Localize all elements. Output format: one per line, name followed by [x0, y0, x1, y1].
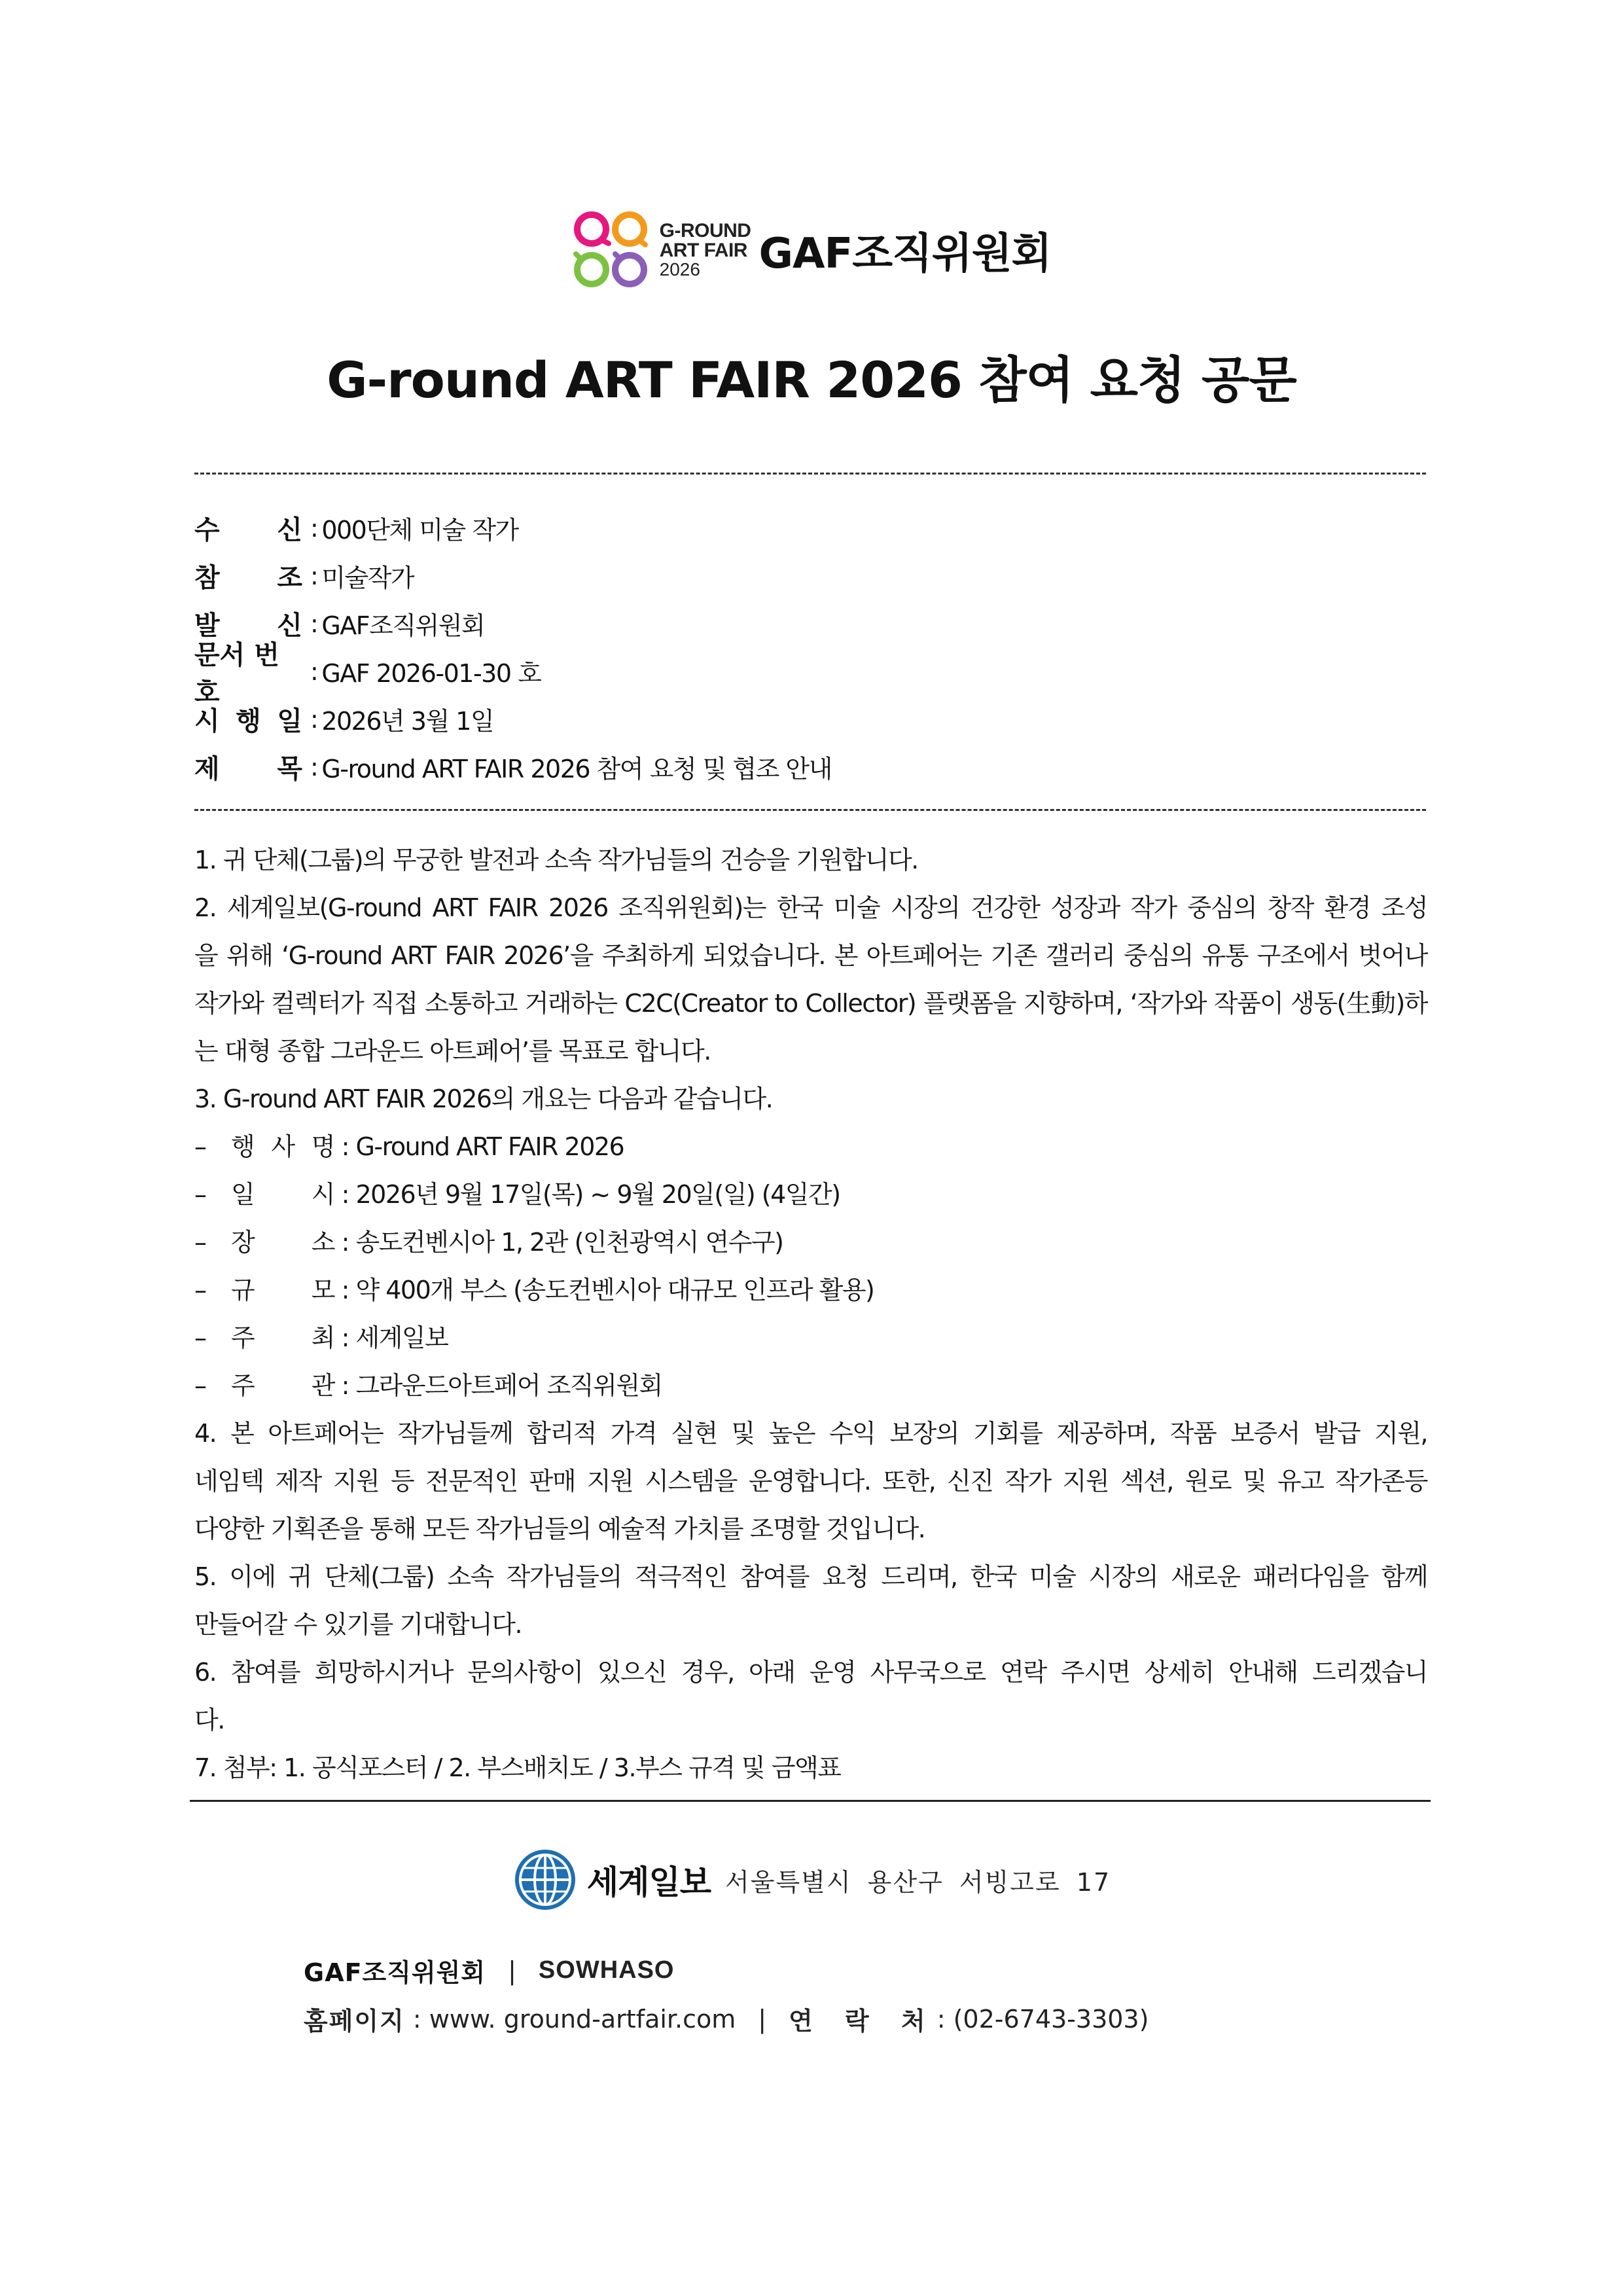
meta-subject: 제 목 : G-round ART FAIR 2026 참여 요청 및 협조 안내 — [194, 743, 1425, 791]
paragraph-3: 3. G-round ART FAIR 2026의 개요는 다음과 같습니다. — [194, 1085, 773, 1113]
meta-value-doc-number: GAF 2026-01-30 호 — [321, 659, 541, 688]
fair-logo-line3: 2026 — [659, 259, 700, 279]
paragraph-5-line-2: 만들어갈 수 있기를 기대합니다. — [194, 1610, 522, 1639]
meta-sender: 발 신 : GAF조직위원회 — [194, 600, 1425, 647]
segye-globe-icon — [512, 1847, 578, 1912]
overview-value-host: 세계일보 — [355, 1323, 448, 1352]
overview-item-date: – 일 시 : 2026년 9월 17일(목) ~ 9월 20일(일) (4일간) — [194, 1171, 1427, 1219]
overview-item-scale: – 규 모 : 약 400개 부스 (송도컨벤시아 대규모 인프라 활용) — [194, 1266, 1427, 1314]
fair-logo-line2: ART FAIR — [659, 240, 747, 261]
footer-contact-separator: | — [758, 2004, 767, 2034]
overview-label-date: 일 시 — [231, 1180, 334, 1209]
contact-phone: (02-6743-3303) — [953, 2004, 1149, 2034]
overview-item-venue: – 장 소 : 송도컨벤시아 1, 2관 (인천광역시 연수구) — [194, 1219, 1427, 1266]
overview-value-event-name: G-round ART FAIR 2026 — [355, 1132, 624, 1161]
meta-value-effective-date: 2026년 3월 1일 — [321, 707, 494, 736]
meta-value-sender: GAF조직위원회 — [321, 611, 485, 640]
meta-label-sender: 발 신 — [194, 611, 302, 641]
footer-separator: | — [508, 1956, 516, 1985]
paragraph-5-line-1: 5. 이에 귀 단체(그룹) 소속 작가님들의 적극적인 참여를 요청 드리며, 한국 미술 시장의 새로운 패러다임을 함께 — [194, 1562, 1427, 1591]
meta-doc-number: 문서 번호 : GAF 2026-01-30 호 — [194, 647, 1425, 695]
document-meta — [194, 504, 1425, 791]
sowhaso-logo: SOWHASO — [538, 1956, 675, 1984]
paragraph-2-line-4: 는 대형 종합 그라운드 아트페어’를 목표로 합니다. — [194, 1037, 711, 1066]
contact-label: 연 락 처 — [789, 2007, 937, 2036]
ground-art-fair-circles-icon — [572, 208, 651, 292]
meta-effective-date: 시 행 일 : 2026년 3월 1일 — [194, 695, 1425, 743]
footer-divider — [190, 1800, 1431, 1802]
paragraph-4-line-2: 네임텍 제작 지원 등 전문적인 판매 지원 시스템을 운영합니다. 또한, 신진 작가 지원 섹션, 원로 및 유고 작가존등 — [194, 1467, 1427, 1496]
paragraph-1: 1. 귀 단체(그룹)의 무궁한 발전과 소속 작가님들의 건승을 기원합니다. — [194, 846, 918, 874]
meta-label-subject: 제 목 — [194, 754, 302, 784]
overview-item-host: – 주 최 : 세계일보 — [194, 1314, 1427, 1362]
footer-contact-line: 홈페이지 : www. ground-artfair.com | 연 락 처 : (02-6743-3303) — [304, 2001, 1149, 2037]
meta-value-subject: G-round ART FAIR 2026 참여 요청 및 협조 안내 — [321, 755, 832, 783]
bottom-dashed-divider — [194, 809, 1426, 811]
overview-label-event-name: 행 사 명 — [231, 1132, 334, 1161]
meta-value-reference: 미술작가 — [321, 564, 414, 592]
paragraph-6-line-2: 다. — [194, 1706, 224, 1734]
paragraph-4-line-1: 4. 본 아트페어는 작가님들께 합리적 가격 실현 및 높은 수익 보장의 기회를 제공하며, 작품 보증서 발급 지원, — [194, 1419, 1427, 1448]
paragraph-7-attachments: 7. 첨부: 1. 공식포스터 / 2. 부스배치도 / 3.부스 규격 및 금액표 — [194, 1753, 841, 1782]
overview-item-organizer: – 주 관 : 그라운드아트페어 조직위원회 — [194, 1362, 1427, 1410]
overview-item-event-name: – 행 사 명 : G-round ART FAIR 2026 — [194, 1123, 1427, 1171]
fair-logo-text — [660, 221, 751, 279]
header-logo — [0, 208, 1623, 292]
homepage-label: 홈페이지 — [304, 2007, 405, 2036]
meta-value-recipient: 000단체 미술 작가 — [321, 516, 518, 545]
footer-organizers — [304, 1952, 674, 1988]
document-title: G-round ART FAIR 2026 참여 요청 공문 — [327, 351, 1296, 409]
newspaper-name: 세계일보 — [586, 1863, 711, 1901]
overview-value-organizer: 그라운드아트페어 조직위원회 — [355, 1371, 662, 1400]
overview-value-date: 2026년 9월 17일(목) ~ 9월 20일(일) (4일간) — [355, 1180, 840, 1209]
header-org-name: GAF조직위원회 — [758, 230, 1052, 278]
meta-label-doc-number: 문서 번호 — [194, 639, 279, 708]
overview-value-scale: 약 400개 부스 (송도컨벤시아 대규모 인프라 활용) — [355, 1276, 874, 1304]
top-dashed-divider — [194, 473, 1426, 475]
homepage-link[interactable]: www. ground-artfair.com — [429, 2004, 736, 2034]
fair-logo-line1: G-ROUND — [659, 220, 751, 242]
paragraph-2-line-1: 2. 세계일보(G-round ART FAIR 2026 조직위원회)는 한국 미술 시장의 건강한 성장과 작가 중심의 창작 환경 조성 — [194, 893, 1427, 922]
meta-recipient: 수 신 : 000단체 미술 작가 — [194, 504, 1425, 552]
overview-label-scale: 규 모 — [231, 1276, 334, 1304]
footer-org-name: GAF조직위원회 — [304, 1958, 486, 1987]
overview-value-venue: 송도컨벤시아 1, 2관 (인천광역시 연수구) — [355, 1228, 783, 1257]
letter-body — [194, 836, 1427, 1792]
overview-label-host: 주 최 — [231, 1323, 334, 1352]
meta-label-reference: 참 조 — [194, 563, 302, 593]
meta-reference: 참 조 : 미술작가 — [194, 552, 1425, 600]
newspaper-address: 서울특별시 용산구 서빙고로 17 — [725, 1867, 1111, 1897]
meta-label-effective-date: 시 행 일 — [194, 706, 302, 736]
paragraph-2-line-2: 을 위해 ‘G-round ART FAIR 2026’을 주최하게 되었습니다. 본 아트페어는 기존 갤러리 중심의 유통 구조에서 벗어나 — [194, 941, 1427, 970]
overview-label-venue: 장 소 — [231, 1228, 334, 1257]
paragraph-2-line-3: 작가와 컬렉터가 직접 소통하고 거래하는 C2C(Creator to Collector) 플랫폼을 지향하며, ‘작가와 작품이 생동(生動)하 — [194, 989, 1427, 1018]
meta-label-recipient: 수 신 — [194, 515, 302, 545]
paragraph-6-line-1: 6. 참여를 희망하시거나 문의사항이 있으신 경우, 아래 운영 사무국으로 연락 주시면 상세히 안내해 드리겠습니 — [194, 1658, 1427, 1687]
paragraph-4-line-3: 다양한 기획존을 통해 모든 작가님들의 예술적 가치를 조명할 것입니다. — [194, 1515, 925, 1543]
footer-newspaper — [0, 1847, 1623, 1912]
overview-label-organizer: 주 관 — [231, 1371, 334, 1400]
